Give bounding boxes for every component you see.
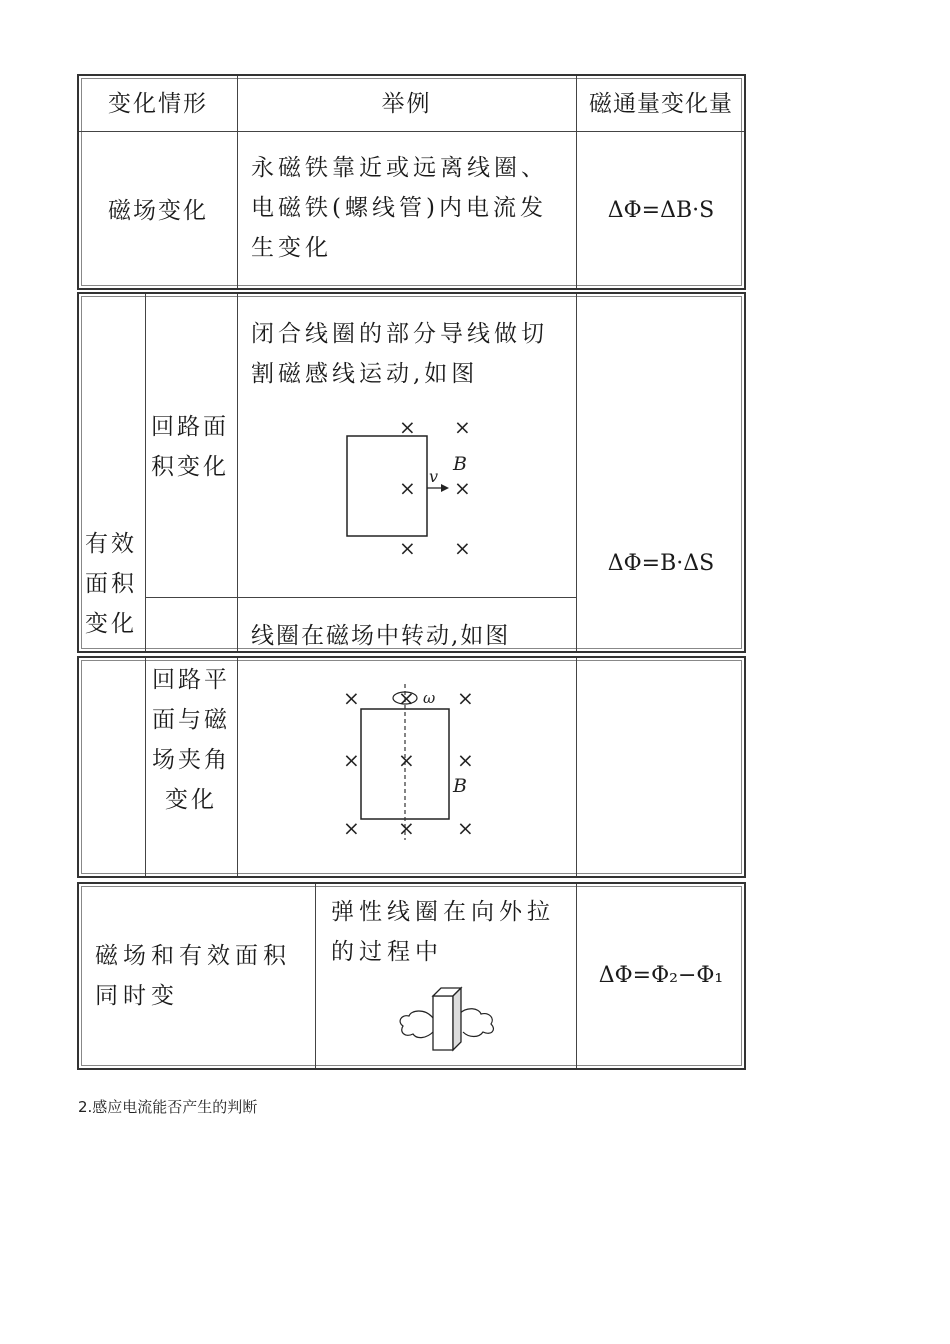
magnet-front: [433, 996, 453, 1050]
figure-elastic-coil: [397, 984, 507, 1062]
cross-mark: ×: [454, 476, 471, 500]
cross-mark: ×: [454, 536, 471, 560]
table-block-area-change: [77, 292, 746, 653]
cross-mark: ×: [343, 816, 360, 840]
field-label: B: [453, 453, 467, 475]
example-field-change: 永磁铁靠近或远离线圈、电磁铁(螺线管)内电流发生变化: [251, 155, 548, 261]
formula-field-change: ΔΦ=ΔB·S: [607, 198, 715, 223]
figure-rotation: [331, 678, 531, 858]
cross-mark: ×: [457, 686, 474, 710]
cross-mark: ×: [399, 476, 416, 500]
figure-cutting-motion: [331, 412, 511, 572]
sub-case-angle: 回路平面与磁场夹角变化: [152, 667, 230, 813]
table-block-field-change: [77, 74, 746, 290]
field-label: B: [453, 775, 467, 797]
formula-both-change: [576, 884, 746, 1068]
case-field-change: 磁场变化: [108, 198, 208, 224]
cross-mark: ×: [399, 415, 416, 439]
table-block-both-change: [77, 882, 746, 1070]
cross-mark: ×: [454, 415, 471, 439]
table-block-angle-change: [77, 656, 746, 878]
sub-case-loop-area: 回路面积变化: [151, 414, 229, 480]
group-effective-area: 有效面积变化: [85, 531, 137, 637]
cross-mark: ×: [399, 536, 416, 560]
cross-mark: ×: [457, 748, 474, 772]
omega-label: ω: [423, 689, 436, 707]
cross-mark: ×: [398, 816, 415, 840]
case-both-change: 磁场和有效面积同时变: [95, 943, 291, 1009]
velocity-label: v: [429, 467, 439, 486]
cross-mark: ×: [457, 816, 474, 840]
example-rotation: 线圈在磁场中转动,如图: [251, 623, 511, 649]
cross-mark: ×: [343, 686, 360, 710]
formula-text: ΔΦ=Φ₂−Φ₁: [598, 963, 724, 988]
cloud-right: [459, 1009, 493, 1037]
cross-mark: ×: [398, 686, 415, 710]
formula-area-change: ΔΦ=B·ΔS: [607, 551, 715, 576]
section-caption: 2.感应电流能否产生的判断: [78, 1098, 258, 1116]
magnet-side: [453, 988, 461, 1050]
header-flux-change: 磁通量变化量: [589, 90, 733, 117]
example-cutting-motion: 闭合线圈的部分导线做切割磁感线运动,如图: [251, 321, 548, 387]
cross-mark: ×: [343, 748, 360, 772]
cloud-left: [400, 1011, 433, 1038]
velocity-arrow-head: [441, 484, 449, 492]
example-elastic-coil: 弹性线圈在向外拉的过程中: [331, 899, 555, 965]
header-example: 举例: [381, 90, 432, 117]
cross-mark: ×: [398, 748, 415, 772]
header-case: 变化情形: [108, 90, 208, 117]
